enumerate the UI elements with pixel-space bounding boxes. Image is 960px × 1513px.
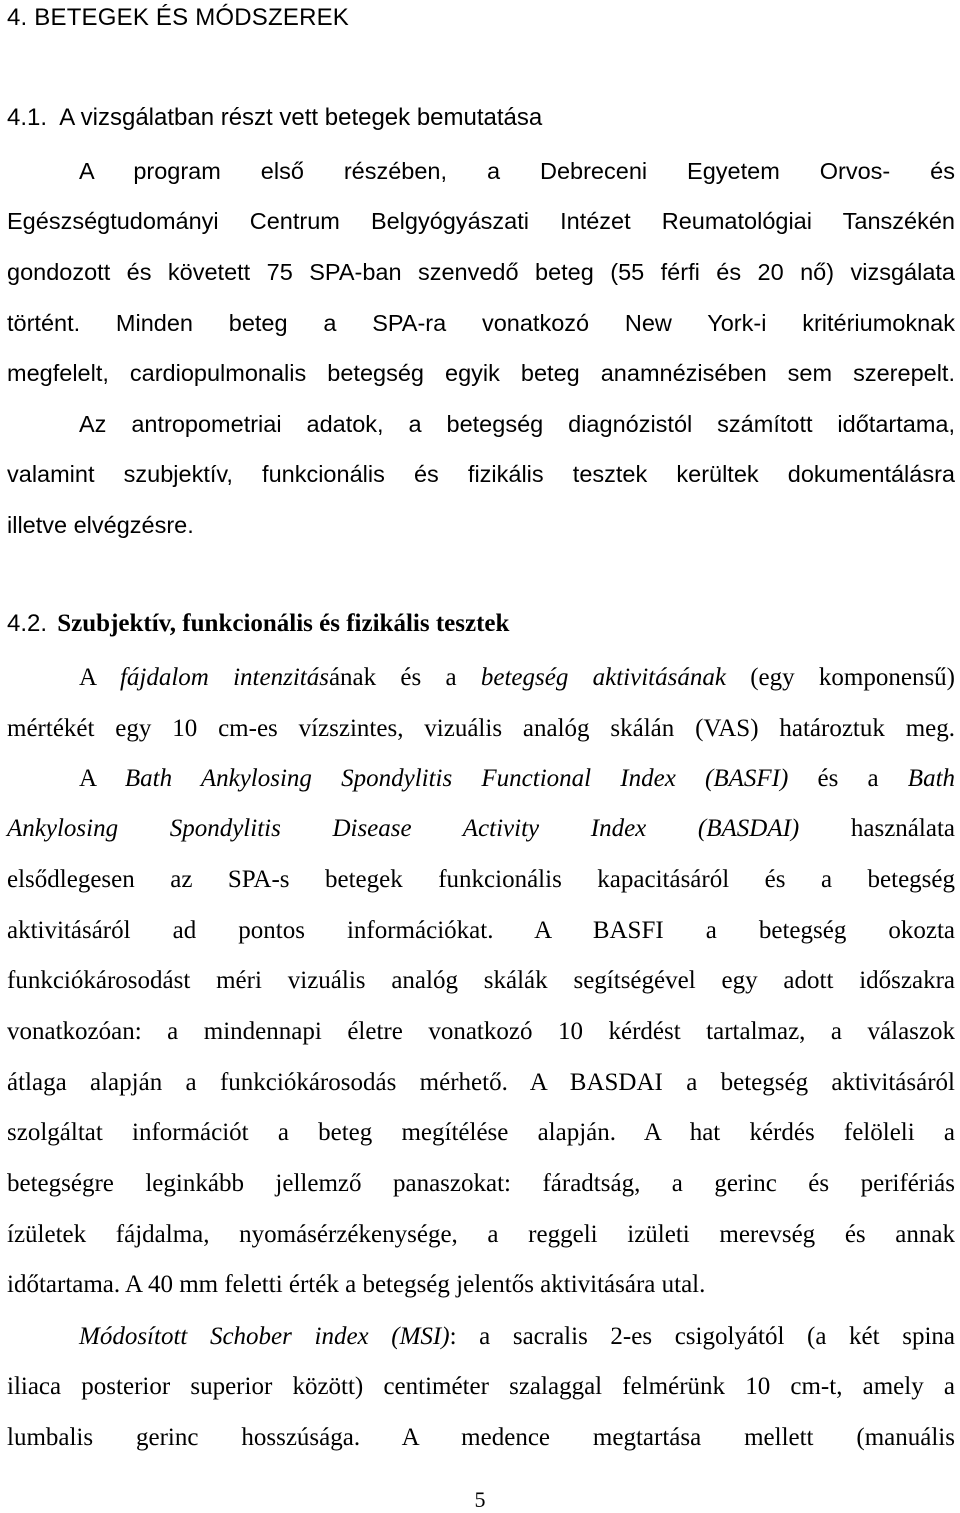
paragraph-line: A program első részében, a Debreceni Egyetem Orvos- és: [79, 158, 955, 184]
italic-term: Ankylosing Spondylitis Disease Activity Index (BASDAI): [7, 815, 800, 842]
paragraph-line: történt. Minden beteg a SPA-ra vonatkozó New York-i kritériumoknak: [7, 310, 955, 336]
paragraph-line: időtartama. A 40 mm feletti érték a betegség jelentős aktivitására utal.: [7, 1271, 706, 1298]
paragraph-line: A fájdalom intenzitásának és a betegség aktivitásának (egy komponensű): [79, 664, 955, 691]
paragraph-line: funkciókárosodást méri vizuális analóg skálák segítségével egy adott időszakra: [7, 967, 955, 994]
paragraph-line: A Bath Ankylosing Spondylitis Functional Index (BASFI) és a Bath: [79, 765, 956, 792]
italic-term: Bath Ankylosing Spondylitis Functional Index (BASFI): [124, 765, 789, 792]
section-number: 4.1.: [7, 104, 48, 131]
italic-term: Bath: [907, 765, 956, 792]
paragraph-line: átlaga alapján a funkciókárosodás mérhető. A BASDAI a betegség aktivitásáról: [7, 1069, 955, 1096]
paragraph-line: elsődlegesen az SPA-s betegek funkcionális kapacitásáról és a betegség: [7, 866, 955, 893]
paragraph-line: Egészségtudományi Centrum Belgyógyászati Intézet Reumatológiai Tanszékén: [7, 208, 955, 234]
italic-term: betegség aktivitásának: [480, 664, 726, 691]
paragraph-line: ízületek fájdalma, nyomásérzékenysége, a reggeli izületi merevség és annak: [7, 1221, 955, 1248]
paragraph-line: Ankylosing Spondylitis Disease Activity Index (BASDAI) használata: [7, 815, 955, 842]
paragraph-line: valamint szubjektív, funkcionális és fizikális tesztek kerültek dokumentálásra: [7, 461, 955, 487]
paragraph-line: aktivitásáról ad pontos információkat. A BASFI a betegség okozta: [7, 917, 955, 944]
italic-term: Módosított Schober index (MSI): [79, 1323, 450, 1350]
paragraph-line: Módosított Schober index (MSI): a sacralis 2-es csigolyától (a két spina: [79, 1323, 955, 1350]
section-number: 4.2.: [7, 610, 48, 637]
paragraph-line: Az antropometriai adatok, a betegség diagnózistól számított időtartama,: [79, 411, 955, 437]
section-title: Szubjektív, funkcionális és fizikális tesztek: [57, 610, 510, 637]
paragraph-line: iliaca posterior superior között) centiméter szalaggal felmérünk 10 cm-t, amely a: [7, 1373, 955, 1400]
paragraph-line: illetve elvégzésre.: [7, 512, 194, 538]
section-heading-4-2: [7, 610, 509, 638]
paragraph-line: betegségre leginkább jellemző panaszokat: fáradtság, a gerinc és perifériás: [7, 1170, 955, 1197]
section-heading-4-1: [7, 104, 542, 132]
paragraph-line: szolgáltat információt a beteg megítélése alapján. A hat kérdés felöleli a: [7, 1119, 955, 1146]
chapter-heading: 4. BETEGEK ÉS MÓDSZEREK: [7, 4, 350, 31]
page-number: 5: [474, 1487, 486, 1512]
paragraph-line: gondozott és követett 75 SPA-ban szenvedő beteg (55 férfi és 20 nő) vizsgálata: [7, 259, 955, 285]
paragraph-line: vonatkozóan: a mindennapi életre vonatkozó 10 kérdést tartalmaz, a válaszok: [7, 1018, 955, 1045]
section-title: A vizsgálatban részt vett betegek bemutatása: [59, 104, 543, 131]
italic-term: fájdalom intenzitás: [119, 664, 329, 691]
paragraph-line: mértékét egy 10 cm-es vízszintes, vizuális analóg skálán (VAS) határoztuk meg.: [7, 715, 955, 742]
paragraph-line: megfelelt, cardiopulmonalis betegség egyik beteg anamnézisében sem szerepelt.: [7, 360, 955, 386]
paragraph-line: lumbalis gerinc hosszúsága. A medence megtartása mellett (manuális: [7, 1424, 955, 1451]
